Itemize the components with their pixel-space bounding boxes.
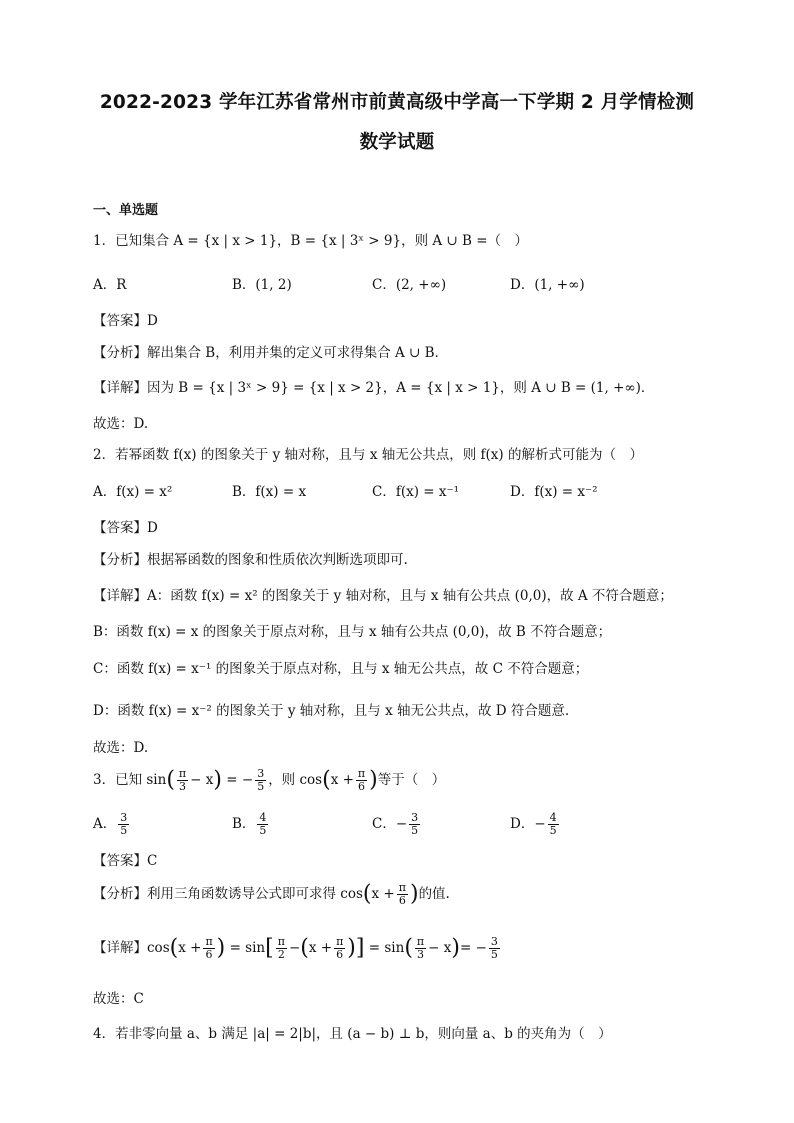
q1-answer: 【答案】D	[93, 313, 158, 329]
q1-option-b: B．(1, 2)	[232, 277, 292, 293]
q2-detail-a: 【详解】A：函数 f(x) = x² 的图象关于 y 轴对称，且与 x 轴有公共点 (0,0)，故 A 不符合题意；	[93, 588, 673, 604]
q3-frac-pi-3: $\frac{\pi}{3}$	[178, 767, 187, 793]
q3-option-d: D．− $\frac{4}{5}$	[510, 811, 557, 837]
q3-option-c: C．− $\frac{3}{5}$	[372, 811, 419, 837]
q2-stem: 2．若幂函数 f(x) 的图象关于 y 轴对称，且与 x 轴无公共点，则 f(x) 的解析式可能为（ ）	[93, 447, 643, 463]
q1-option-a: A．R	[93, 277, 127, 293]
q1-option-c: C．(2, +∞)	[372, 277, 447, 293]
q1-option-d: D．(1, +∞)	[510, 277, 585, 293]
q3-stem-pre: 3．已知 sin	[93, 772, 167, 788]
q1-choice: 故选：D.	[93, 416, 149, 432]
q3-frac-3-5: $\frac{3}{5}$	[257, 767, 265, 793]
q2-detail-b: B：函数 f(x) = x 的图象关于原点对称，且与 x 轴有公共点 (0,0)，故 B 不符合题意；	[93, 624, 612, 640]
title-line-1: 2022-2023 学年江苏省常州市前黄高级中学高一下学期 2 月学情检测	[99, 92, 695, 113]
q1-detail: 【详解】因为 B = {x | 3ˣ > 9} = {x | x > 2}，A = {x | x > 1}，则 A ∪ B = (1, +∞)．	[93, 380, 655, 396]
q1-stem: 1．已知集合 A = {x | x > 1}，B = {x | 3ˣ > 9}，则 A ∪ B =（ ）	[93, 233, 529, 249]
q2-option-c: C．f(x) = x⁻¹	[372, 484, 460, 500]
q3-frac-pi-6: $\frac{\pi}{6}$	[357, 767, 366, 793]
q3-stem-post: ，则 cos	[268, 772, 323, 788]
q3-option-a: A． $\frac{3}{5}$	[93, 811, 128, 837]
title-line-2: 数学试题	[359, 132, 435, 153]
q3-option-b: B． $\frac{4}{5}$	[232, 811, 267, 837]
q2-answer: 【答案】D	[93, 520, 158, 536]
q3-choice: 故选：C	[93, 991, 144, 1007]
q3-stem-mid: = −	[226, 772, 254, 788]
q3-detail: 【详解】cos(x + $\frac{\pi}{6}$ ) = sin[ $\frac{\pi}{2}$ −(x + $\frac{\pi}{6}$ )] = sin( $\frac{\pi}{3}$ − x)= − $\frac{3}{5}$	[93, 935, 498, 961]
q3-stem: 3．已知 sin( $\frac{\pi}{3}$ − x) = − $\frac{3}{5}$ ，则 cos(x + $\frac{\pi}{6}$ )等于（ ）	[93, 767, 446, 793]
q2-option-d: D．f(x) = x⁻²	[510, 484, 598, 500]
q2-option-a: A．f(x) = x²	[93, 484, 173, 500]
q4-stem: 4．若非零向量 a、b 满足 |a| = 2|b|，且 (a − b) ⊥ b，则向量 a、b 的夹角为（ ）	[93, 1026, 612, 1042]
q3-answer: 【答案】C	[93, 853, 158, 869]
q3-analysis: 【分析】利用三角函数诱导公式即可求得 cos(x + $\frac{\pi}{6}$ )的值.	[93, 881, 450, 907]
q3-stem-end: 等于（ ）	[377, 772, 446, 788]
q2-detail-c: C：函数 f(x) = x⁻¹ 的图象关于原点对称，且与 x 轴无公共点，故 C 不符合题意；	[93, 661, 589, 677]
q2-choice: 故选：D.	[93, 740, 149, 756]
q2-detail-d: D：函数 f(x) = x⁻² 的图象关于 y 轴对称，且与 x 轴无公共点，故 D 符合题意.	[93, 703, 570, 719]
q2-analysis: 【分析】根据幂函数的图象和性质依次判断选项即可.	[93, 552, 408, 568]
q2-option-b: B．f(x) = x	[232, 484, 307, 500]
section-heading: 一、单选题	[93, 203, 159, 218]
q1-analysis: 【分析】解出集合 B，利用并集的定义可求得集合 A ∪ B．	[93, 345, 449, 361]
